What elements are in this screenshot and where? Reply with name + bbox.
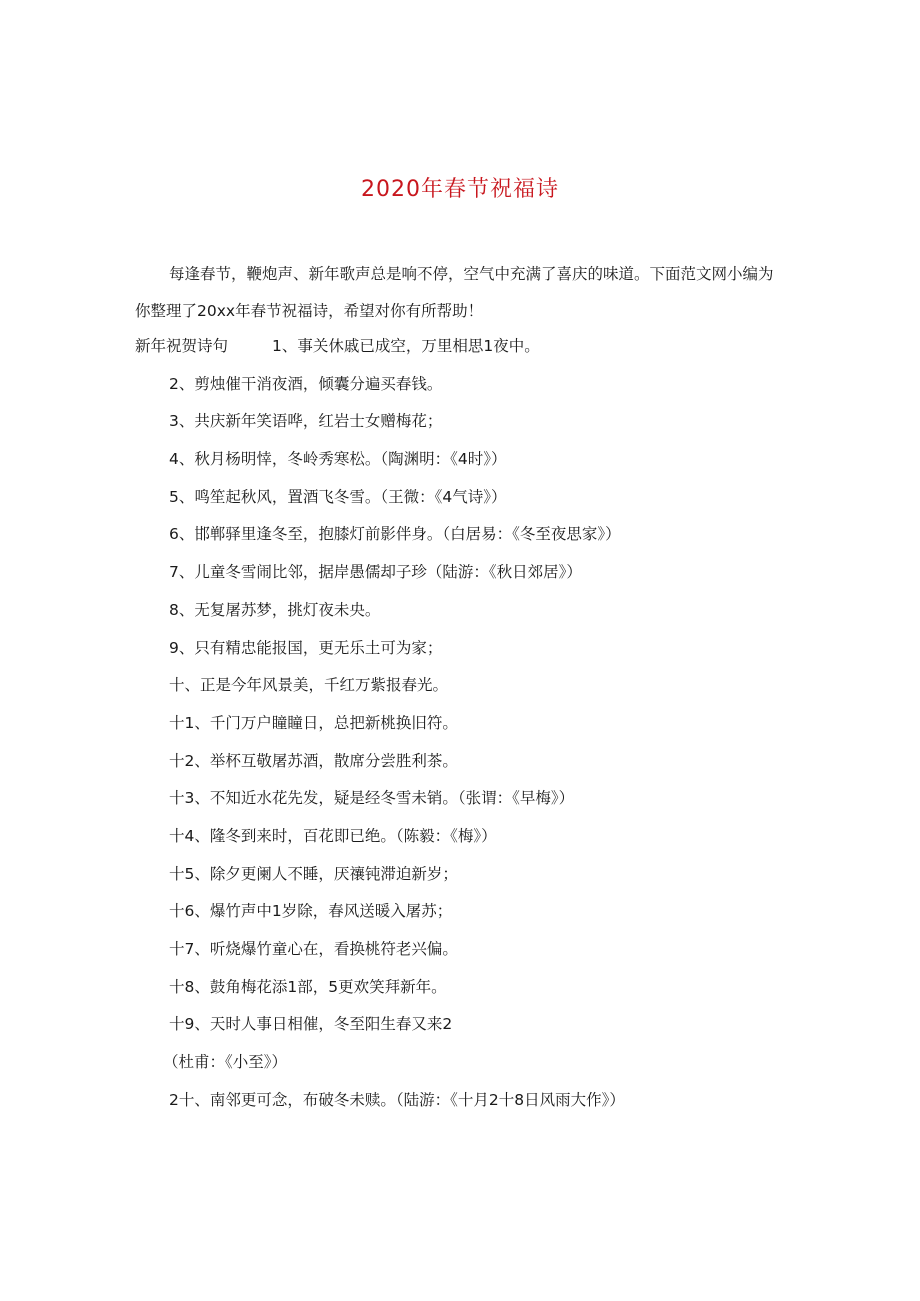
poem-line-first [135,328,775,366]
poem-line: 十4、隆冬到来时，百花即已绝。（陈毅：《梅》） [169,826,497,845]
poem-line: 7、儿童冬雪闹比邻，据岸愚儒却子珍（陆游：《秋日郊居》） [169,563,582,582]
poem-line: 9、只有精忠能报国，更无乐土可为家； [169,638,443,657]
poem-line: 十9、天时人事日相催，冬至阳生春又来2 [169,1015,453,1034]
poem-line: 6、邯郸驿里逢冬至，抱膝灯前影伴身。（白居易：《冬至夜思家》） [169,525,621,544]
poem-lines-list [135,328,775,1119]
poem-line: 十8、鼓角梅花添1部，5更欢笑拜新年。 [169,977,447,996]
poem-line: 3、共庆新年笑语哗，红岩士女赠梅花； [169,412,443,431]
poem-line: 十5、除夕更阑人不睡，厌禳钝滞迫新岁； [169,864,458,883]
poem-line: 十、正是今年风景美，千红万紫报春光。 [169,676,449,695]
poem-line: 8、无复屠苏梦，挑灯夜未央。 [169,600,381,619]
intro-paragraph: 每逢春节，鞭炮声、新年歌声总是响不停，空气中充满了喜庆的味道。下面范文网小编为你整理了20xx年春节祝福诗，希望对你有所帮助！ [135,265,774,320]
poem-line: 5、鸣笙起秋风，置酒飞冬雪。（王微：《4气诗》） [169,487,507,506]
poem-line: 十7、听烧爆竹童心在，看换桃符老兴偏。 [169,940,458,958]
poem-line: 十2、举杯互敬屠苏酒，散席分尝胜利茶。 [169,751,458,770]
poem-line: 2十、南邻更可念，布破冬未赎。（陆游：《十月2十8日风雨大作》） [169,1090,625,1109]
poem-attribution: （杜甫：《小至》） [163,1053,288,1072]
poem-line: 4、秋月杨明悻，冬岭秀寒松。（陶渊明：《4时》） [169,450,507,469]
document-title: 2020年春节祝福诗 [361,177,559,202]
poem-line: 十1、千门万户瞳瞳日，总把新桃换旧符。 [169,713,458,732]
poem-line: 十6、爆竹声中1岁除，春风送暖入屠苏； [169,902,453,921]
section-label: 新年祝贺诗句 [135,337,229,355]
poem-line: 十3、不知近水花先发，疑是经冬雪未销。（张谓：《早梅》） [169,789,575,808]
poem-line: 2、剪烛催干消夜酒，倾囊分遍买春钱。 [169,374,443,393]
poem-line-text: 1、事关休戚已成空，万里相思1夜中。 [272,337,540,355]
